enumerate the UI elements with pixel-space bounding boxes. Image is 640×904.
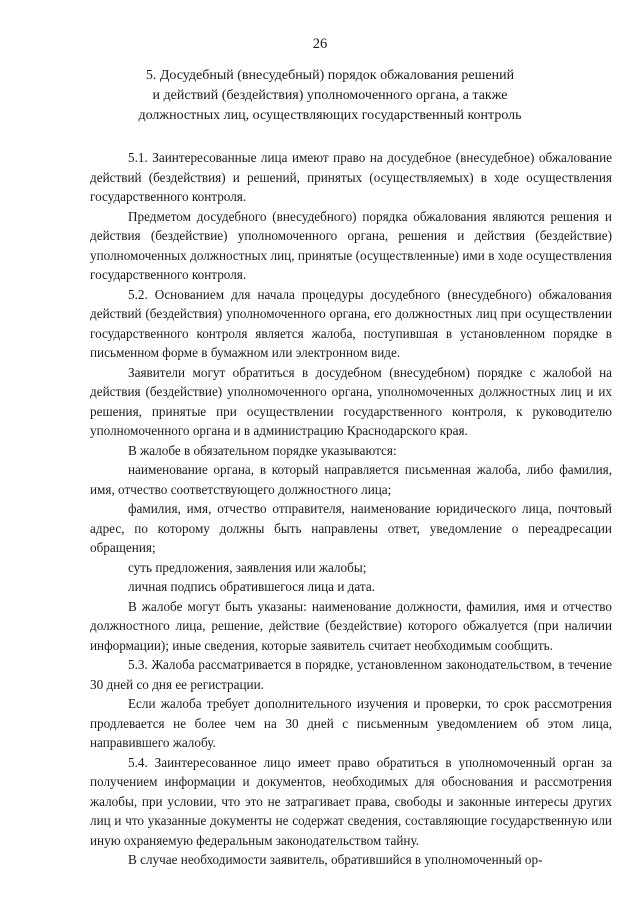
paragraph-5-1: 5.1. Заинтересованные лица имеют право на досудебное (внесудебное) обжалование действий (бездействия) и решений, принятых (осуществляемых) в ходе осуществления государственного контроля.: [90, 150, 612, 204]
paragraph-5-2: 5.2. Основанием для начала процедуры досудебного (внесудебного) обжалования действий (бездействия) уполномоченного органа, его должностных лиц при осуществлении государственного контроля является жалоба, поступившая в установленном порядке в письменном форме в бумажном или электронном виде.: [90, 286, 612, 360]
document-body: [90, 148, 612, 870]
list-item: суть предложения, заявления или жалобы;: [128, 559, 367, 575]
paragraph-mandatory-intro: В жалобе в обязательном порядке указываются:: [128, 442, 397, 458]
section-heading: [100, 66, 560, 126]
paragraph-subject: Предметом досудебного (внесудебного) порядка обжалования являются решения и действия (бездействие) уполномоченного органа, решения и действия (бездействие) уполномоченных должностных лиц, принятые (осуществленные) ими в ходе осуществления государственного контроля.: [90, 208, 612, 282]
paragraph-continued: В случае необходимости заявитель, обратившийся в уполномоченный ор-: [128, 852, 543, 867]
paragraph-5-4: 5.4. Заинтересованное лицо имеет право обратиться в уполномоченный орган за получением информации и документов, необходимых для обоснования и рассмотрения жалобы, при условии, что это не затрагивает права, свободы и законные интересы других лиц и что указанные документы не содержат сведения, составляющие государственную или иную охраняемую федеральным законодательством тайну.: [90, 754, 612, 848]
list-item: наименование органа, в который направляется письменная жалоба, либо фамилия, имя, отчество соответствующего должностного лица;: [90, 462, 612, 497]
paragraph-5-3: 5.3. Жалоба рассматривается в порядке, установленном законодательством, в течение 30 дней со дня ее регистрации.: [90, 657, 612, 692]
paragraph-applicants: Заявители могут обратиться в досудебном (внесудебном) порядке с жалобой на действия (бездействие) уполномоченного органа, уполномоченных должностных лиц и их решения, принятые при осуществлении государственного контроля, к руководителю уполномоченного органа и в администрацию Краснодарского края.: [90, 364, 612, 438]
list-item: фамилия, имя, отчество отправителя, наименование юридического лица, почтовый адрес, по которому должны быть направлены ответ, уведомление о переадресации обращения;: [90, 501, 612, 555]
section-heading-line: 5. Досудебный (внесудебный) порядок обжалования решений: [145, 68, 515, 83]
paragraph-optional: В жалобе могут быть указаны: наименование должности, фамилия, имя и отчество должностного лица, решение, действие (бездействие) которого обжалуется (при наличии информации); иные сведения, которые заявитель считает необходимым сообщить.: [90, 598, 612, 653]
section-heading-line: должностных лиц, осуществляющих государственный контроль: [138, 108, 522, 123]
paragraph-extension: Если жалоба требует дополнительного изучения и проверки, то срок рассмотрения продлевается не более чем на 30 дней с письменным уведомлением об этом лица, направившего жалобу.: [90, 696, 612, 750]
page-number: 26: [312, 36, 328, 52]
section-heading-line: и действий (бездействия) уполномоченного органа, а также: [152, 88, 508, 103]
list-item: личная подпись обратившегося лица и дата.: [128, 579, 375, 594]
